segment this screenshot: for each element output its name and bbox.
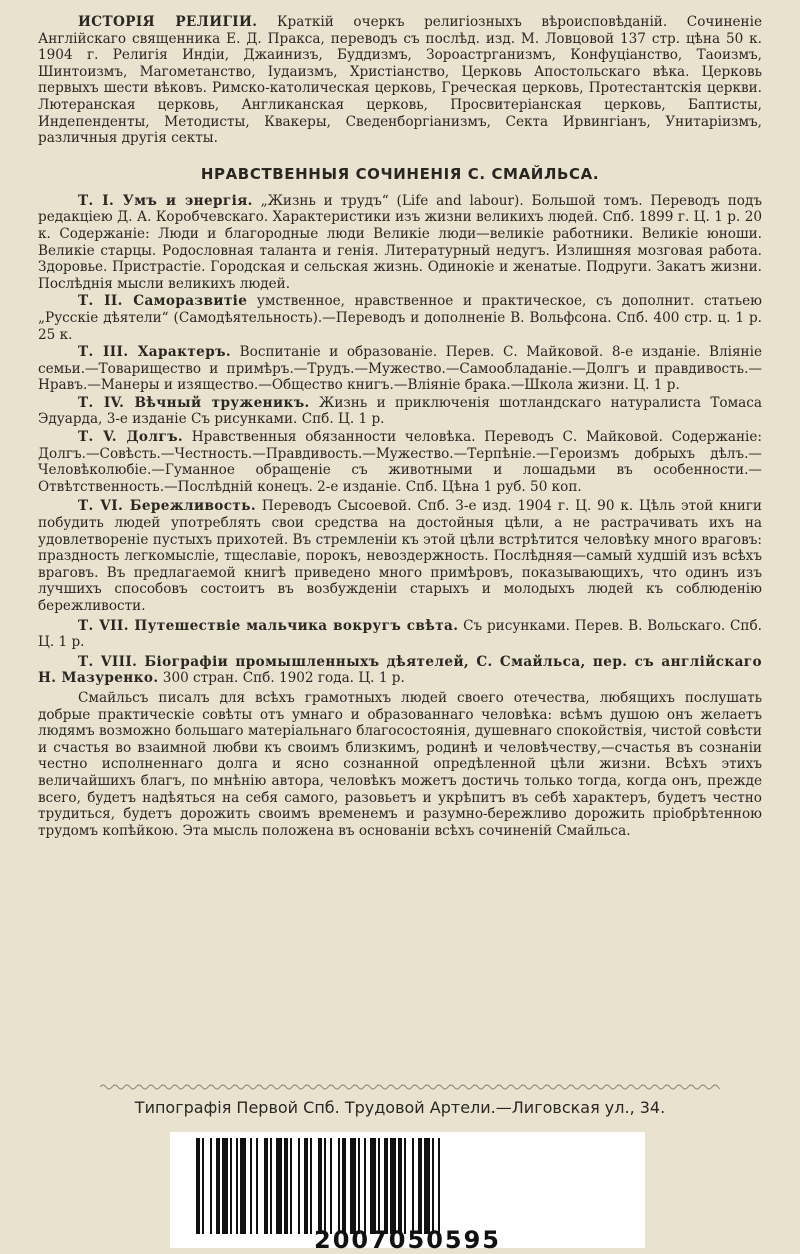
entry-volume-7	[38, 618, 762, 651]
entry-title: Т. II. Саморазвитiе	[78, 293, 248, 310]
entry-text: Нравственныя обязанности человѣка. Переводъ С. Майковой. Содержанiе: Долгъ.—Совѣсть.—Честность.—Правдивость.—Мужество.—Терпѣнiе.—Героизмъ добрыхъ дѣлъ.—Человѣколюбiе.—Гуманное обращенiе съ животными и лошадьми въ особенности.—Отвѣтственность.—Послѣднiй конецъ. 2-е изданiе. Спб. Цѣна 1 руб. 50 коп.	[38, 429, 763, 495]
entry-volume-5	[38, 429, 762, 495]
entry-text: Жизнь и приключенiя шотландскаго натуралиста Томаса Эдуарда, 3-е изданiе Съ рисунками. Спб. Ц. 1 р.	[38, 394, 762, 428]
entry-title: Т. IV. Вѣчный труженикъ.	[78, 394, 310, 411]
barcode-label	[170, 1132, 645, 1254]
history-text: Краткiй очеркъ религiозныхъ вѣроисповѣданiй. Сочиненiе Англiйскаго священника Е. Д. Пракса, переводъ съ послѣд. изд. М. Ловцовой 137 стр. цѣна 50 к. 1904 г. Религiя Индiи, Джаинизъ, Буддизмъ, Зороастрганизмъ, Конфуцiанство, Таоизмъ, Шинтоизмъ, Магометанство, Iудаизмъ, Христiанство, Церковь Апостольскаго вѣка. Церковь первыхъ шести вѣковъ. Римско-католическая церковь, Греческая церковь, Протестантскiя церкви. Лютеранская церковь, Англиканская церковь, Просвитерiанская церковь, Баптисты, Индепенденты, Методисты, Квакеры, Сведенборгiанизмъ, Секта Ирвингiанъ, Унитарiизмъ, различныя другiя секты.	[38, 14, 763, 147]
entry-title: Т. V. Долгъ.	[78, 429, 184, 446]
entry-title: Т. VII. Путешествiе мальчика вокругъ свѣта.	[78, 617, 459, 634]
entry-volume-2	[38, 293, 762, 343]
entry-text: Переводъ Сысоевой. Спб. 3-е изд. 1904 г. Ц. 90 к. Цѣль этой книги побудить людей употреблять свои средства на достойныя цѣли, а не растрачивать ихъ на удовлетворенiе пустыхъ прихотей. Въ стремленiи къ этой цѣли встрѣтится человѣку много враговъ: праздность легкомыслiе, тщеславiе, порокъ, невоздержность. Послѣдняя—самый худшiй изъ всѣхъ враговъ. Въ предлагаемой книгѣ приведено много примѣровъ, показывающихъ, что одинъ изъ лучшихъ способовъ состоитъ въ возбужденiи старыхъ и молодыхъ людей къ соблюденiю бережливости.	[38, 498, 762, 614]
entry-volume-3	[38, 344, 762, 394]
entry-text: 300 стран. Спб. 1902 года. Ц. 1 р.	[158, 670, 405, 687]
history-title: ИСТОРIЯ РЕЛИГIИ.	[78, 14, 258, 30]
entry-volume-1	[38, 193, 762, 293]
closing-paragraph: Смайльсъ писалъ для всѣхъ грамотныхъ людей своего отечества, любящихъ послушать добрые практическiе совѣты отъ умнаго и образованнаго человѣка: всѣмъ душою онъ желаетъ людямъ возможно большаго матерiальнаго благосостоянiя, душевнаго спокойствiя, чистой совѣсти и счастья во взаимной любви къ своимъ близкимъ, родинѣ и человѣчеству,—счастья въ сознанiи честно исполненнаго долга и ясно сознанной опредѣленной цѣли жизни. Всѣхъ этихъ величайшихъ благъ, по мнѣнiю автора, человѣкъ можетъ достичь только тогда, когда онъ, прежде всего, будетъ надѣяться на себя самого, разовьетъ и укрѣпитъ въ себѣ характеръ, будетъ честно трудиться, будетъ дорожить своимъ временемъ и разумно-бережливо дорожить прiобрѣтенною трудомъ копѣйкою. Эта мысль положена въ основанiи всѣхъ сочиненiй Смайльса.	[38, 689, 762, 839]
section-heading: НРАВСТВЕННЫЯ СОЧИНЕНIЯ С. СМАЙЛЬСА.	[200, 164, 600, 183]
entry-volume-6	[38, 498, 762, 614]
entry-title: Т. VIII. Бiографiи промышленныхъ дѣятелей, С. Смайльса, пер. съ англiйскаго Н. Мазуренко.	[38, 653, 762, 687]
entry-text: Съ рисунками. Перев. В. Вольскаго. Спб. Ц. 1 р.	[38, 617, 762, 651]
barcode-number: 2007050595	[314, 1226, 501, 1254]
wavy-divider	[100, 1082, 720, 1092]
entry-title: Т. VI. Бережливость.	[78, 498, 257, 515]
entry-title: Т. I. Умъ и энергiя.	[78, 192, 253, 209]
entry-volume-8	[38, 654, 762, 687]
history-of-religion-block	[38, 14, 762, 147]
barcode-icon	[182, 1138, 633, 1234]
entry-text: „Жизнь и трудъ“ (Life and labour). Большой томъ. Переводъ подъ редакцiею Д. А. Коробчевскаго. Характеристики изъ жизни великихъ людей. Спб. 1899 г. Ц. 1 р. 20 к. Содержанiе: Люди и благородные люди Великiе люди—великiе работники. Великiе юноши. Великiе старцы. Родословная таланта и генiя. Литературный недугъ. Излишняя мозговая работа. Здоровье. Пристрастiе. Городская и сельская жизнь. Одинокiе и женатые. Подруги. Закатъ жизни. Послѣднiя мысли великихъ людей.	[38, 192, 762, 292]
entry-text: умственное, нравственное и практическое, съ дополнит. статьею „Русскiе дѣятели“ (Самодѣятельность).—Переводъ и дополненiе В. Вольфсона. Спб. 400 стр. ц. 1 р. 25 к.	[38, 293, 762, 343]
entry-volume-4	[38, 395, 762, 428]
entry-title: Т. III. Характеръ.	[78, 344, 232, 361]
printer-imprint: Типографiя Первой Спб. Трудовой Артели.—Лиговская ул., 34.	[134, 1098, 666, 1117]
entry-text: Воспитанiе и образованiе. Перев. С. Майковой. 8-е изданiе. Влiянiе семьи.—Товарищество и примѣръ.—Трудъ.—Мужество.—Самообладанiе.—Долгъ и правдивость.—Нравъ.—Манеры и изящество.—Общество книгъ.—Влiянiе брака.—Школа жизни. Ц. 1 р.	[38, 344, 763, 394]
